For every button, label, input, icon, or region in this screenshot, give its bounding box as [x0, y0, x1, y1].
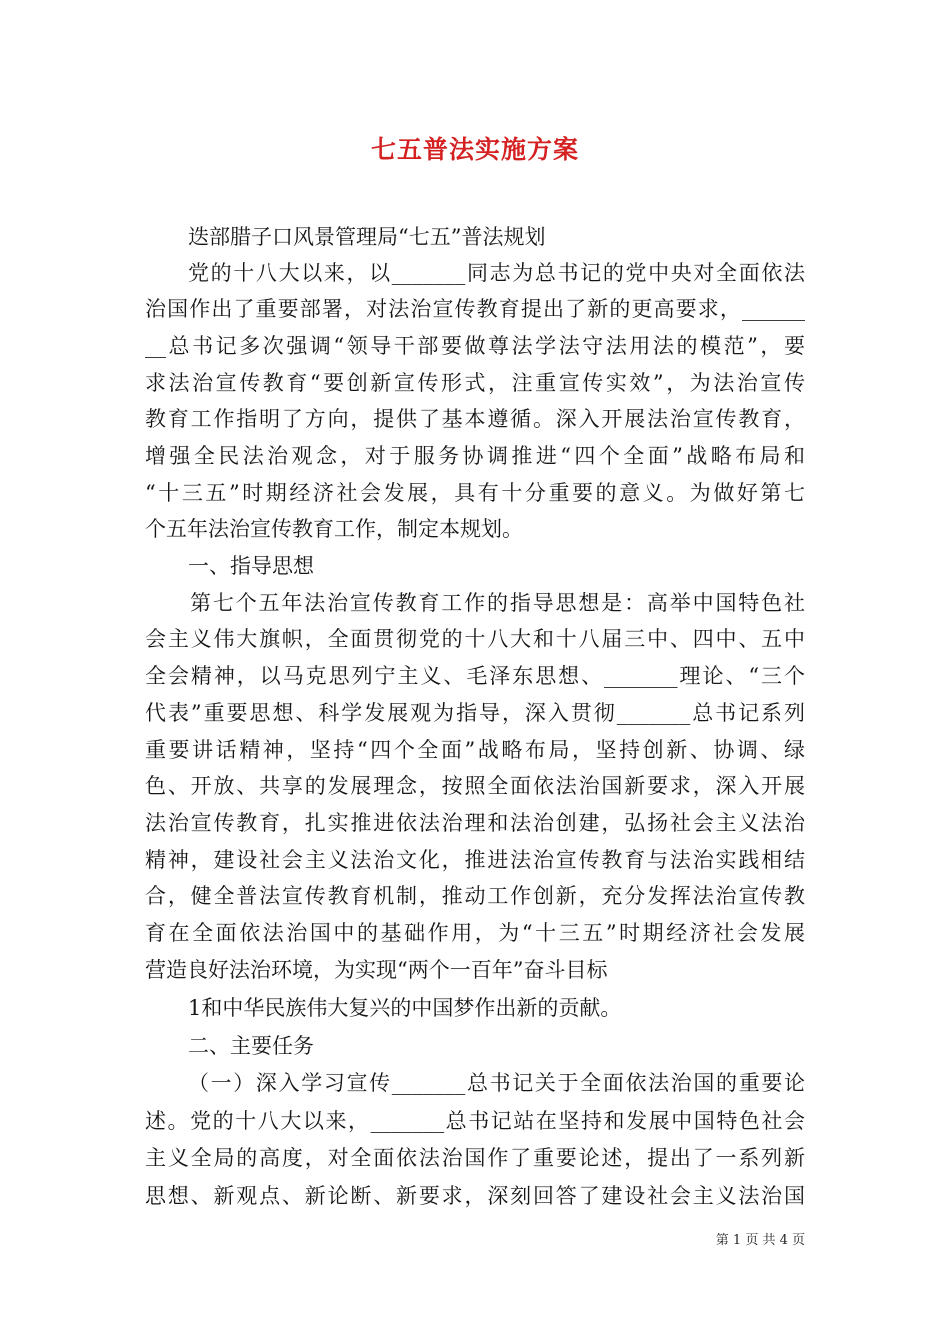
text-line: 合，健全普法宣传教育机制，推动工作创新，充分发挥法治宣传教 — [145, 884, 805, 908]
text-line: __总书记多次强调“领导干部要做尊法学法守法用法的模范”，要 — [145, 334, 805, 358]
text-line: 第七个五年法治宣传教育工作的指导思想是：高举中国特色社 — [190, 591, 805, 615]
text-line: 色、开放、共享的发展理念，按照全面依法治国新要求，深入开展 — [145, 774, 805, 798]
text-line: 会主义伟大旗帜，全面贯彻党的十八大和十八届三中、四中、五中 — [145, 627, 805, 651]
text-line: 全会精神，以马克思列宁主义、毛泽东思想、_______理论、“三个 — [145, 664, 805, 688]
text-line: “十三五”时期经济社会发展，具有十分重要的意义。为做好第七 — [145, 481, 805, 505]
text-line: 求法治宣传教育“要创新宣传形式，注重宣传实效”，为法治宣传 — [145, 371, 805, 395]
section-heading: 二、主要任务 — [188, 1034, 314, 1058]
text-line: 1和中华民族伟大复兴的中国梦作出新的贡献。 — [188, 996, 622, 1020]
text-line: 党的十八大以来，以_______同志为总书记的党中央对全面依法 — [188, 261, 805, 285]
text-line: 营造良好法治环境，为实现“两个一百年”奋斗目标 — [145, 958, 608, 982]
text-line: （一）深入学习宣传_______总书记关于全面依法治国的重要论 — [188, 1071, 805, 1095]
text-line: 代表”重要思想、科学发展观为指导，深入贯彻_______总书记系列 — [145, 701, 805, 725]
text-line: 思想、新观点、新论断、新要求，深刻回答了建设社会主义法治国 — [145, 1184, 805, 1208]
text-line: 增强全民法治观念，对于服务协调推进“四个全面”战略布局和 — [145, 444, 805, 468]
text-line: 育在全面依法治国中的基础作用，为“十三五”时期经济社会发展 — [145, 921, 805, 945]
text-line: 述。党的十八大以来，_______总书记站在坚持和发展中国特色社会 — [145, 1109, 805, 1133]
text-line: 教育工作指明了方向，提供了基本遵循。深入开展法治宣传教育， — [145, 407, 805, 431]
text-line: 个五年法治宣传教育工作，制定本规划。 — [145, 517, 523, 541]
text-line: 精神，建设社会主义法治文化，推进法治宣传教育与法治实践相结 — [145, 848, 805, 872]
text-line: 重要讲话精神，坚持“四个全面”战略布局，坚持创新、协调、绿 — [145, 738, 805, 762]
text-line: 迭部腊子口风景管理局“七五”普法规划 — [188, 225, 546, 249]
page-number: 第 1 页 共 4 页 — [715, 1233, 805, 1248]
section-heading: 一、指导思想 — [188, 554, 314, 578]
text-line: 法治宣传教育，扎实推进依法治理和法治创建，弘扬社会主义法治 — [145, 811, 805, 835]
text-line: 治国作出了重要部署，对法治宣传教育提出了新的更高要求，______ — [145, 297, 805, 321]
text-line: 主义全局的高度，对全面依法治国作了重要论述，提出了一系列新 — [145, 1146, 805, 1170]
page-title: 七五普法实施方案 — [370, 135, 579, 164]
